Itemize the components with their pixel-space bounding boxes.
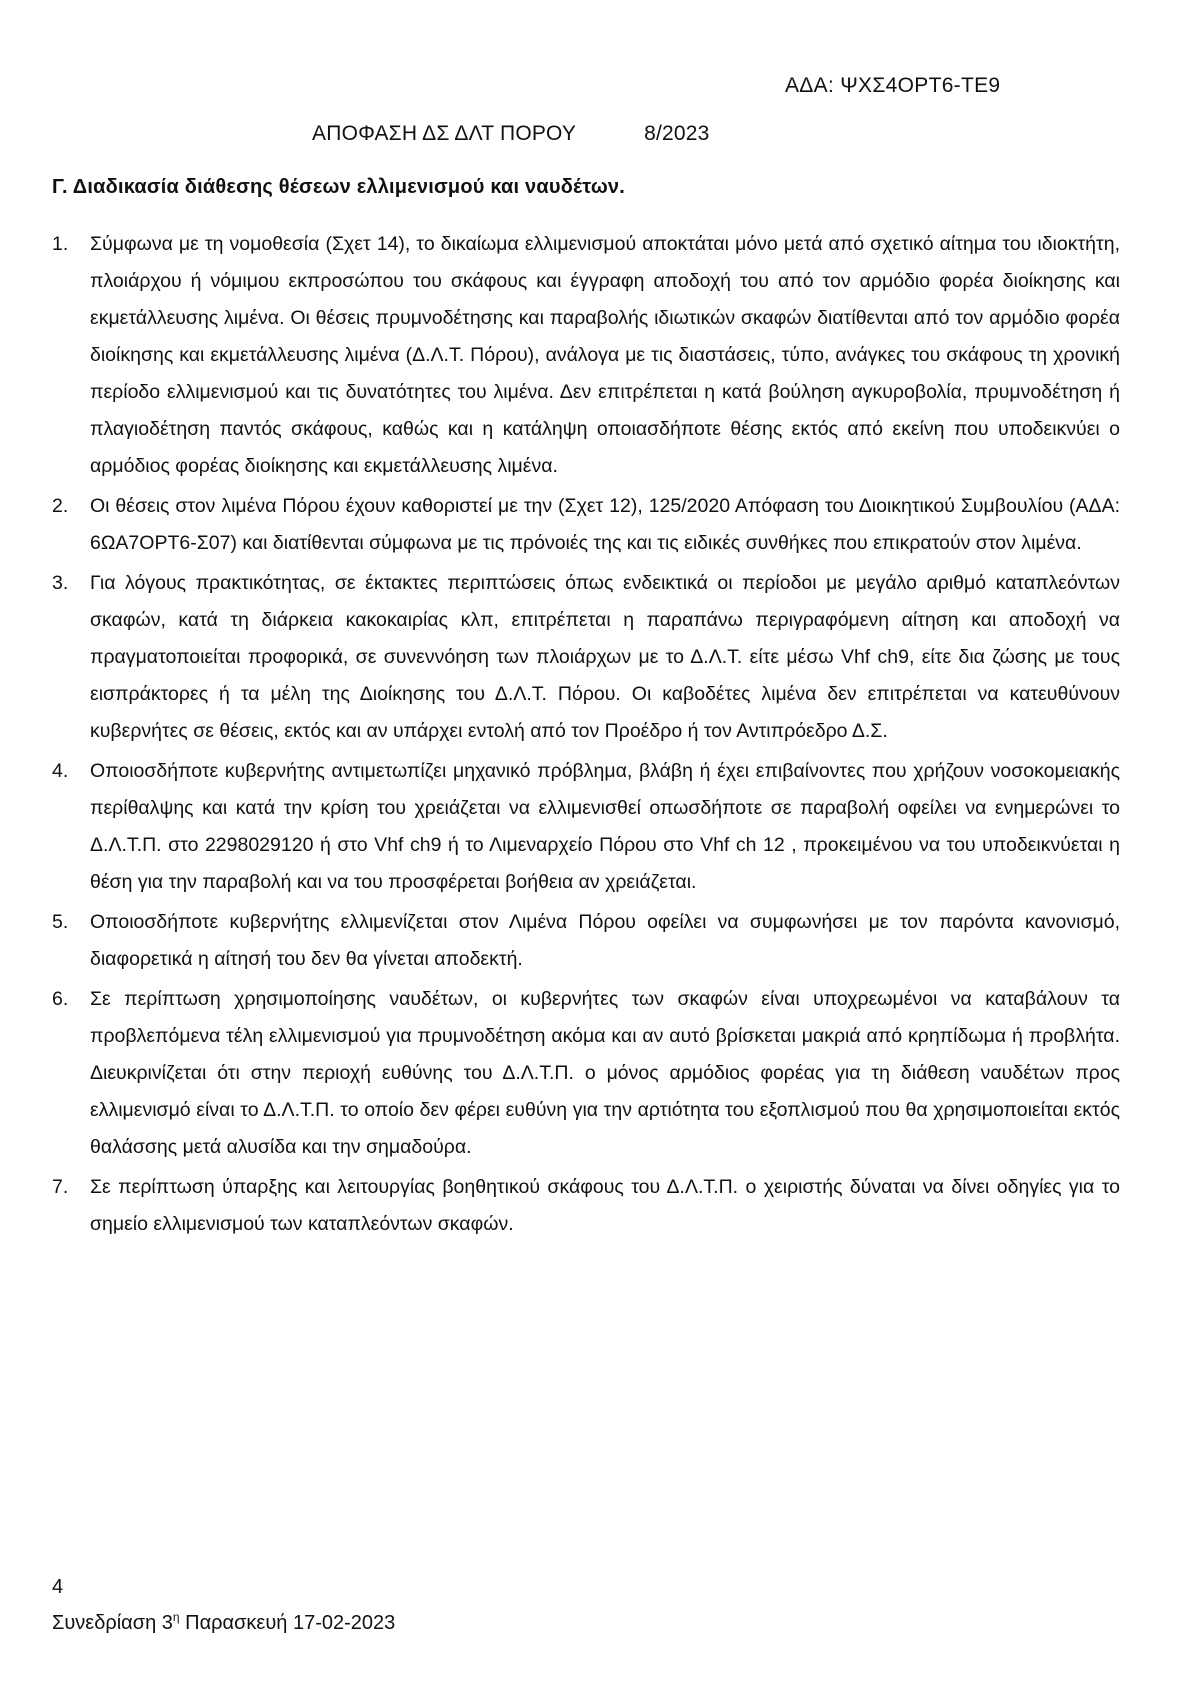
item-text: Σε περίπτωση χρησιμοποίησης ναυδέτων, οι κυβερνήτες των σκαφών είναι υποχρεωμένοι να καταβάλουν τα προβλεπόμενα τέλη ελλιμενισμού για πρυμνοδέτηση ακόμα και αν αυτό βρίσκεται μακριά από κρηπίδωμα ή προβλήτα. Διευκρινίζεται ότι στην περιοχή ευθύνης του Δ.Λ.Τ.Π. ο μόνος αρμόδιος φορέας για τη διάθεση ναυδέτων προς ελλιμενισμό είναι το Δ.Λ.Τ.Π. το οποίο δεν φέρει ευθύνη για την αρτιότητα του εξοπλισμού που θα χρησιμοποιείται εκτός θαλάσσης μετά αλυσίδα και την σημαδούρα. — [90, 988, 1120, 1158]
list-item — [52, 981, 1120, 1166]
item-number: 5. — [52, 911, 69, 933]
item-number: 4. — [52, 760, 69, 782]
session-prefix: Συνεδρίαση 3 — [52, 1612, 173, 1634]
item-number: 2. — [52, 495, 69, 517]
session-date: Παρασκευή 17-02-2023 — [179, 1612, 396, 1634]
item-number: 7. — [52, 1176, 69, 1198]
regulation-list — [52, 226, 1120, 1246]
session-line — [52, 1602, 395, 1638]
list-item — [52, 1169, 1120, 1243]
item-number: 6. — [52, 988, 69, 1010]
list-item — [52, 904, 1120, 978]
page-footer — [52, 1572, 395, 1638]
item-number: 3. — [52, 572, 69, 594]
list-item — [52, 565, 1120, 750]
item-text: Σύμφωνα με τη νομοθεσία (Σχετ 14), το δικαίωμα ελλιμενισμού αποκτάται μόνο μετά από σχετικό αίτημα του ιδιοκτήτη, πλοιάρχου ή νόμιμου εκπροσώπου του σκάφους και έγγραφη αποδοχή του από τον αρμόδιο φορέα διοίκησης και εκμετάλλευσης λιμένα. Οι θέσεις πρυμνοδέτησης και παραβολής ιδιωτικών σκαφών διατίθενται από τον αρμόδιο φορέα διοίκησης και εκμετάλλευσης λιμένα (Δ.Λ.Τ. Πόρου), ανάλογα με τις διαστάσεις, τύπο, ανάγκες του σκάφους τη χρονική περίοδο ελλιμενισμού και τις δυνατότητες του λιμένα. Δεν επιτρέπεται η κατά βούληση αγκυροβολία, πρυμνοδέτηση ή πλαγιοδέτηση παντός σκάφους, καθώς και η κατάληψη οποιασδήποτε θέσης εκτός από εκείνη που υποδεικνύει ο αρμόδιος φορέας διοίκησης και εκμετάλλευσης λιμένα. — [90, 233, 1120, 477]
item-text: Οποιοσδήποτε κυβερνήτης αντιμετωπίζει μηχανικό πρόβλημα, βλάβη ή έχει επιβαίνοντες που χρήζουν νοσοκομειακής περίθαλψης και κατά την κρίση του χρειάζεται να ελλιμενισθεί οπωσδήποτε σε παραβολή οφείλει να ενημερώνει το Δ.Λ.Τ.Π. στο 2298029120 ή στο Vhf ch9 ή το Λιμεναρχείο Πόρου στο Vhf ch 12 , προκειμένου να του υποδεικνύεται η θέση για την παραβολή και να του προσφέρεται βοήθεια αν χρειάζεται. — [90, 760, 1120, 893]
list-item — [52, 488, 1120, 562]
item-text: Για λόγους πρακτικότητας, σε έκτακτες περιπτώσεις όπως ενδεικτικά οι περίοδοι με μεγάλο αριθμό καταπλεόντων σκαφών, κατά τη διάρκεια κακοκαιρίας κλπ, επιτρέπεται η παραπάνω περιγραφόμενη αίτηση και αποδοχή να πραγματοποιείται προφορικά, σε συνεννόηση των πλοιάρχων με το Δ.Λ.Τ. είτε μέσω Vhf ch9, είτε δια ζώσης με τους εισπράκτορες ή τα μέλη της Διοίκησης του Δ.Λ.Τ. Πόρου. Οι καβοδέτες λιμένα δεν επιτρέπεται να κατευθύνουν κυβερνήτες σε θέσεις, εκτός και αν υπάρχει εντολή από τον Προέδρο ή τον Αντιπρόεδρο Δ.Σ. — [90, 572, 1120, 742]
item-text: Οποιοσδήποτε κυβερνήτης ελλιμενίζεται στον Λιμένα Πόρου οφείλει να συμφωνήσει με τον παρόντα κανονισμό, διαφορετικά η αίτησή του δεν θα γίνεται αποδεκτή. — [90, 911, 1120, 970]
section-heading: Γ. Διαδικασία διάθεσης θέσεων ελλιμενισμού και ναυδέτων. — [52, 176, 625, 198]
page-number: 4 — [52, 1576, 64, 1598]
decision-number: 8/2023 — [644, 122, 710, 145]
item-text: Οι θέσεις στον λιμένα Πόρου έχουν καθοριστεί με την (Σχετ 12), 125/2020 Απόφαση του Διοικητικού Συμβουλίου (ΑΔΑ: 6ΩΑ7ΟΡΤ6-Σ07) και διατίθενται σύμφωνα με τις πρόνοιές της και τις ειδικές συνθήκες που επικρατούν στον λιμένα. — [90, 495, 1120, 554]
session-ordinal: η — [172, 1610, 180, 1624]
decision-title: ΑΠΟΦΑΣΗ ΔΣ ΔΛΤ ΠΟΡΟΥ — [312, 122, 577, 145]
item-number: 1. — [52, 233, 69, 255]
ada-code: ΑΔΑ: ΨΧΣ4ΟΡΤ6-ΤΕ9 — [785, 74, 1001, 97]
list-item — [52, 753, 1120, 901]
item-text: Σε περίπτωση ύπαρξης και λειτουργίας βοηθητικού σκάφους του Δ.Λ.Τ.Π. ο χειριστής δύναται να δίνει οδηγίες για το σημείο ελλιμενισμού των καταπλεόντων σκαφών. — [90, 1176, 1120, 1235]
list-item — [52, 226, 1120, 485]
decision-header — [312, 122, 710, 146]
